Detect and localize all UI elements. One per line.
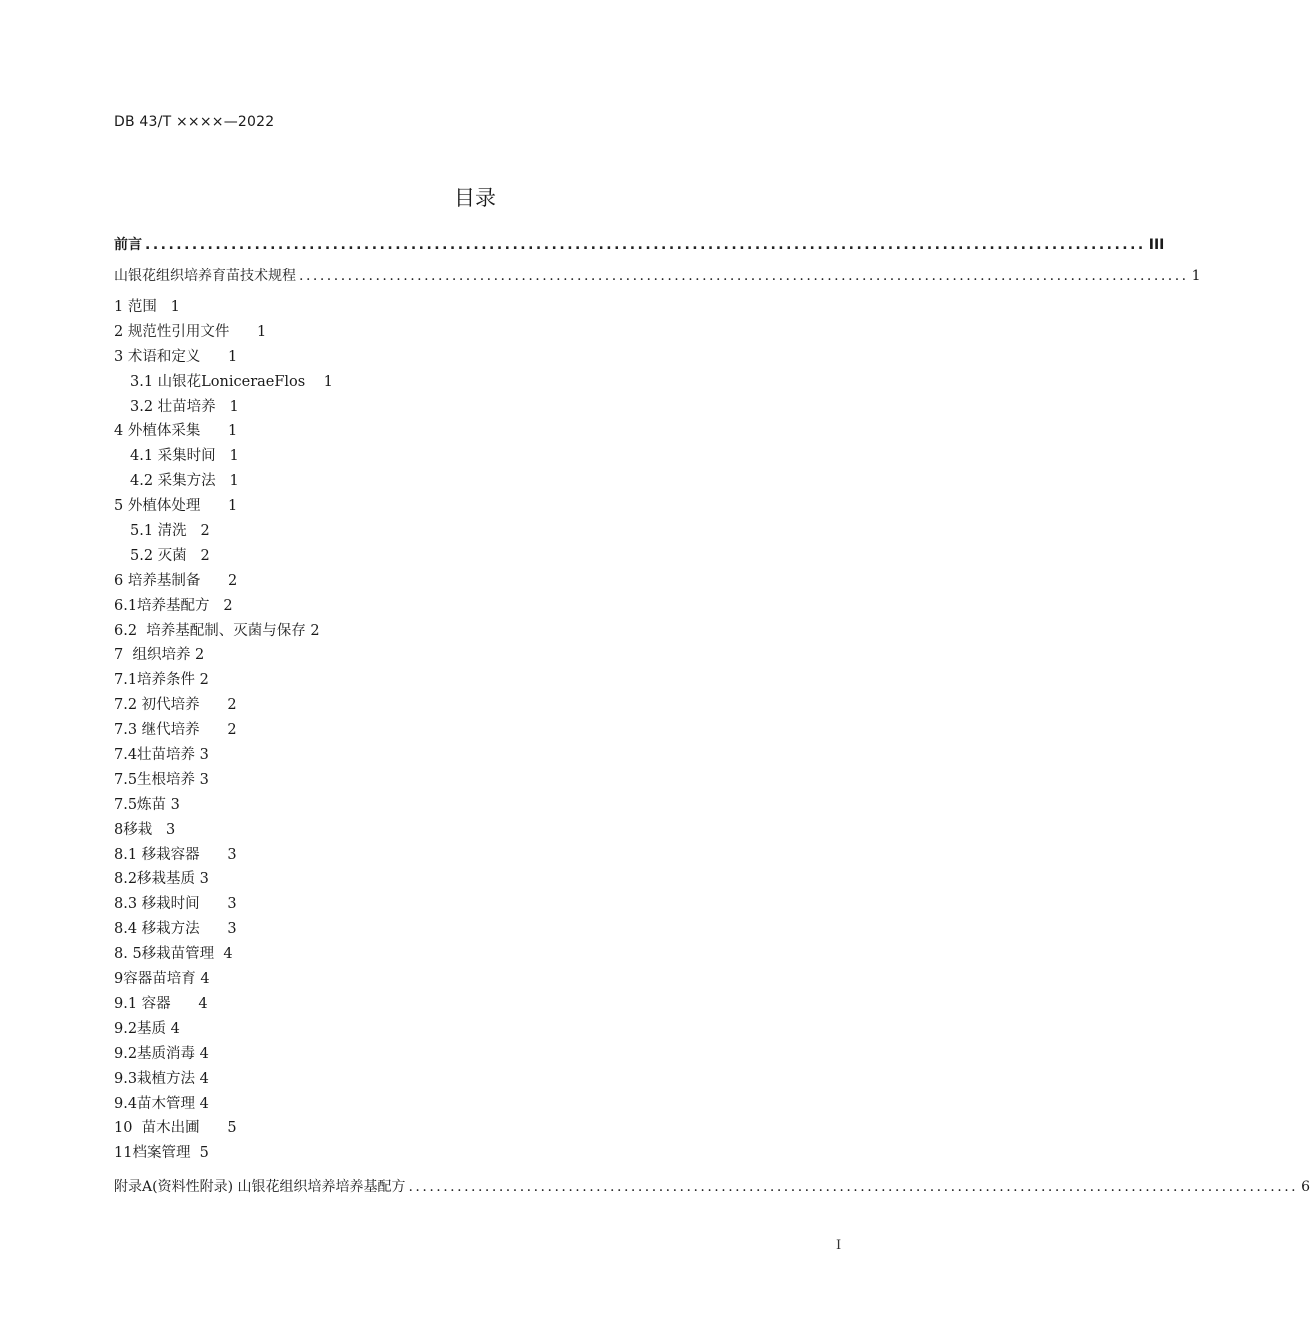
page-number: I: [836, 1238, 842, 1253]
toc-entry[interactable]: 3.1 山银花LoniceraeFlos 1: [130, 373, 333, 390]
toc-entry-page: 6: [1301, 1179, 1310, 1195]
document-code: DB 43/T ××××—2022: [114, 114, 275, 130]
toc-entry[interactable]: 11档案管理 5: [114, 1145, 209, 1162]
toc-entry[interactable]: 8移栽 3: [114, 821, 176, 838]
toc-entry-foreword[interactable]: [114, 234, 1165, 254]
toc-entry[interactable]: 8.2移栽基质 3: [114, 871, 209, 888]
toc-entry-label: 附录A(资料性附录) 山银花组织培养培养基配方: [114, 1179, 406, 1195]
toc-entry-label: 山银花组织培养育苗技术规程: [114, 268, 296, 284]
leader-dots: ................................................................................................................................: [299, 268, 1189, 284]
toc-entry[interactable]: 4.2 采集方法 1: [130, 473, 239, 490]
toc-entry[interactable]: 6 培养基制备 2: [114, 572, 238, 589]
toc-entry[interactable]: 5.1 清洗 2: [130, 523, 210, 540]
toc-entry-page: 1: [1191, 268, 1201, 284]
toc-entry-label: 前言: [114, 237, 142, 253]
toc-entry-standard-title[interactable]: [114, 265, 1201, 285]
toc-entry[interactable]: 7.3 继代培养 2: [114, 722, 237, 739]
toc-entry[interactable]: 8.1 移栽容器 3: [114, 846, 237, 863]
toc-entry[interactable]: 8.3 移栽时间 3: [114, 896, 237, 913]
toc-entry-page: III: [1148, 237, 1165, 253]
toc-entry[interactable]: 7.2 初代培养 2: [114, 697, 237, 714]
toc-entry[interactable]: 7 组织培养 2: [114, 647, 205, 664]
toc-entry-appendix[interactable]: [114, 1176, 1310, 1196]
toc-entry[interactable]: 9.1 容器 4: [114, 995, 208, 1012]
toc-entry[interactable]: 9.2基质消毒 4: [114, 1045, 209, 1062]
toc-entry[interactable]: 7.1培养条件 2: [114, 672, 209, 689]
toc-entry-list: [114, 295, 333, 1166]
toc-entry[interactable]: 6.1培养基配方 2: [114, 597, 233, 614]
toc-entry[interactable]: 8.4 移栽方法 3: [114, 921, 237, 938]
toc-entry[interactable]: 7.4壮苗培养 3: [114, 747, 209, 764]
toc-entry[interactable]: 8. 5移栽苗管理 4: [114, 946, 233, 963]
toc-entry[interactable]: 7.5生根培养 3: [114, 771, 209, 788]
toc-entry[interactable]: 9容器苗培育 4: [114, 971, 210, 988]
page-title: 目录: [454, 186, 496, 210]
toc-entry[interactable]: 4 外植体采集 1: [114, 423, 238, 440]
toc-entry[interactable]: 5 外植体处理 1: [114, 498, 238, 515]
toc-entry[interactable]: 9.3栽植方法 4: [114, 1070, 209, 1087]
toc-entry[interactable]: 5.2 灭菌 2: [130, 547, 210, 564]
toc-entry[interactable]: 7.5炼苗 3: [114, 796, 180, 813]
toc-entry[interactable]: 3 术语和定义 1: [114, 348, 238, 365]
toc-entry[interactable]: 1 范围 1: [114, 299, 180, 315]
toc-entry[interactable]: 10 苗木出圃 5: [114, 1120, 237, 1137]
toc-entry[interactable]: 9.2基质 4: [114, 1020, 180, 1037]
toc-entry[interactable]: 3.2 壮苗培养 1: [130, 398, 239, 415]
leader-dots: ................................................................................................................................: [408, 1179, 1299, 1195]
toc-entry[interactable]: 9.4苗木管理 4: [114, 1095, 209, 1112]
toc-entry[interactable]: 6.2 培养基配制、灭菌与保存 2: [114, 622, 320, 639]
toc-entry[interactable]: 2 规范性引用文件 1: [114, 323, 267, 340]
leader-dots: ................................................................................................................................: [145, 237, 1146, 253]
toc-entry[interactable]: 4.1 采集时间 1: [130, 448, 239, 465]
